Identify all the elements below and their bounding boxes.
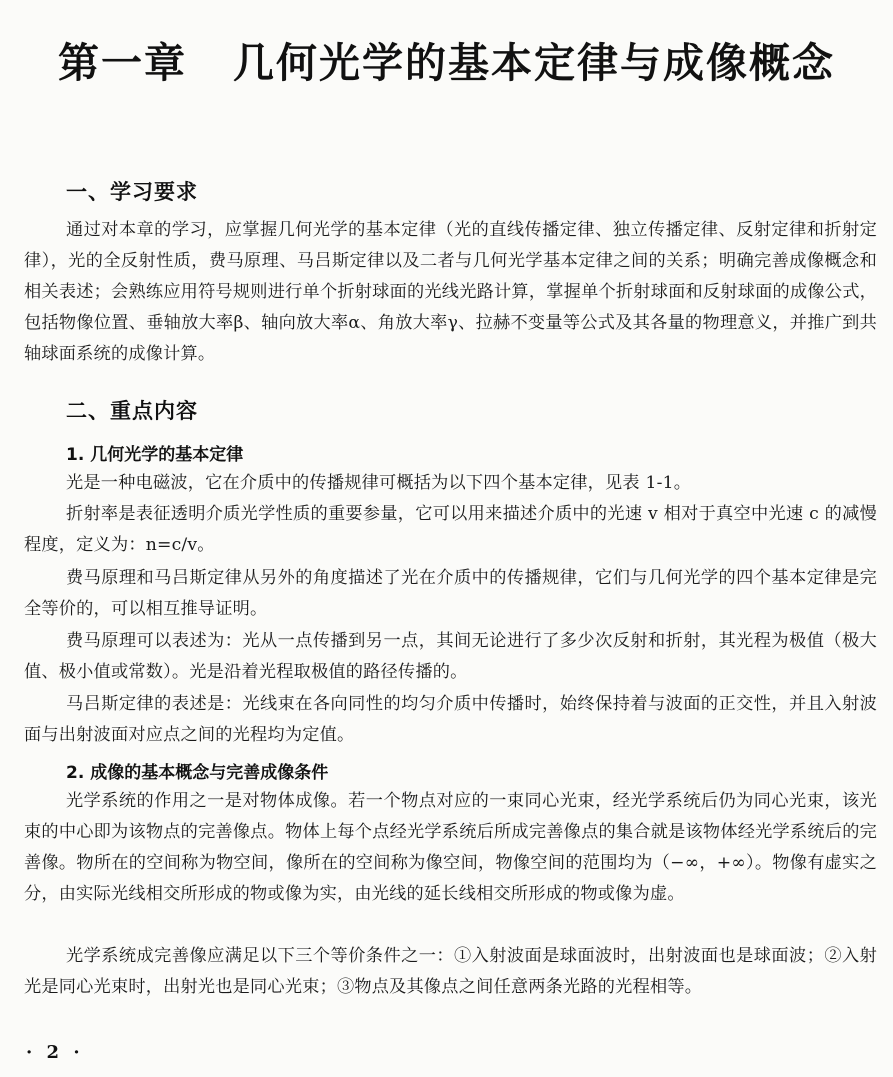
basic-laws-paragraph-1: 光是一种电磁波，它在介质中的传播规律可概括为以下四个基本定律，见表 1-1。: [66, 473, 692, 493]
basic-laws-paragraph-2: 折射率是表征透明介质光学性质的重要参量，它可以用来描述介质中的光速 v 相对于真空中光速 c 的减慢程度，定义为：n=c/v。: [24, 504, 877, 555]
chapter-name: 几何光学的基本定律与成像概念: [233, 39, 835, 87]
chapter-title: [0, 30, 893, 89]
imaging-paragraph-2: 光学系统成完善像应满足以下三个等价条件之一：①入射波面是球面波时，出射波面也是球面波；②入射光是同心光束时，出射光也是同心光束；③物点及其像点之间任意两条光路的光程相等。: [24, 946, 877, 997]
imaging-paragraph-1: 光学系统的作用之一是对物体成像。若一个物点对应的一束同心光束，经光学系统后仍为同心光束，该光束的中心即为该物点的完善像点。物体上每个点经光学系统后所成完善像点的集合就是该物体经光学系统后的完善像。物所在的空间称为物空间，像所在的空间称为像空间，物像空间的范围均为（−∞，+∞）。物像有虚实之分，由实际光线相交所形成的物或像为实，由光线的延长线相交所形成的物或像为虚。: [24, 791, 877, 904]
basic-laws-paragraph-4: 费马原理可以表述为：光从一点传播到另一点，其间无论进行了多少次反射和折射，其光程为极值（极大值、极小值或常数）。光是沿着光程取极值的路径传播的。: [24, 631, 877, 682]
page-number: · 2 ·: [26, 1042, 84, 1063]
requirements-paragraph: 通过对本章的学习，应掌握几何光学的基本定律（光的直线传播定律、独立传播定律、反射定律和折射定律），光的全反射性质，费马原理、马吕斯定律以及二者与几何光学基本定律之间的关系；明确完善成像概念和相关表述；会熟练应用符号规则进行单个折射球面的光线光路计算，掌握单个折射球面和反射球面的成像公式，包括物像位置、垂轴放大率β、轴向放大率α、角放大率γ、拉赫不变量等公式及其各量的物理意义，并推广到共轴球面系统的成像计算。: [24, 220, 877, 364]
basic-laws-paragraph-5: 马吕斯定律的表述是：光线束在各向同性的均匀介质中传播时，始终保持着与波面的正交性，并且入射波面与出射波面对应点之间的光程均为定值。: [24, 694, 877, 745]
chapter-number: 第一章: [58, 39, 187, 87]
subsection-heading-imaging: 2. 成像的基本概念与完善成像条件: [66, 763, 329, 783]
basic-laws-paragraph-3: 费马原理和马吕斯定律从另外的角度描述了光在介质中的传播规律，它们与几何光学的四个基本定律是完全等价的，可以相互推导证明。: [24, 568, 877, 619]
section-heading-requirements: 一、学习要求: [66, 179, 198, 204]
subsection-heading-basic-laws: 1. 几何光学的基本定律: [66, 445, 244, 465]
section-heading-key-content: 二、重点内容: [66, 398, 198, 423]
